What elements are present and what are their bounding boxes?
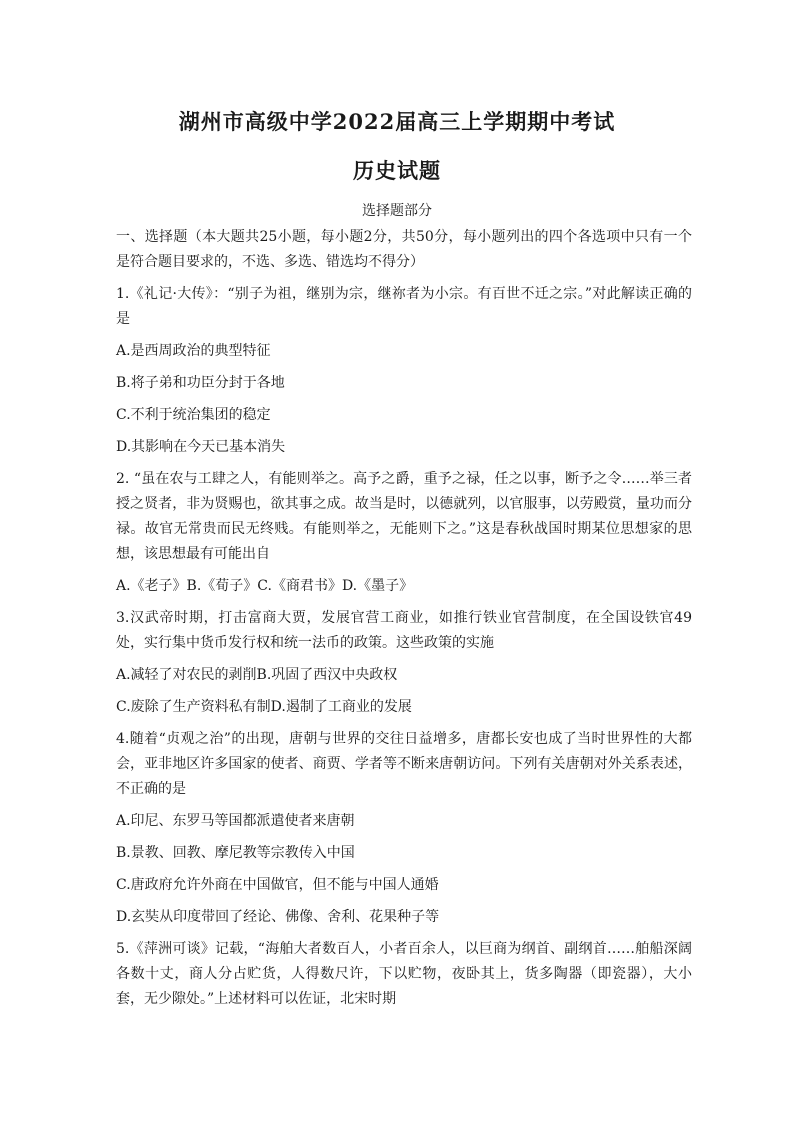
q4-option-a: A.印尼、东罗马等国都派遣使者来唐朝	[116, 813, 355, 829]
q1-option-a: A.是西周政治的典型特征	[116, 343, 271, 359]
question-5: 5.《萍洲可谈》记载，“海舶大者数百人，小者百余人，以巨商为纲首、副纲首……舶船深阔各数十丈，商人分占贮货，人得数尺许，下以贮物，夜卧其上，货多陶器（即瓷器），大小套，无少隙处。”上述材料可以佐证，北宋时期	[116, 941, 692, 1007]
question-4: 4.随着“贞观之治”的出现，唐朝与世界的交往日益增多，唐都长安也成了当时世界性的大都会，亚非地区许多国家的使者、商贾、学者等不断来唐朝访问。下列有关唐朝对外关系表述，不正确的是	[116, 731, 692, 797]
q1-option-c: C.不利于统治集团的稳定	[116, 407, 271, 423]
q2-options: A.《老子》B.《荀子》C.《商君书》D.《墨子》	[116, 578, 414, 594]
q1-option-b: B.将子弟和功臣分封于各地	[116, 375, 285, 391]
instructions: 一、选择题（本大题共25小题，每小题2分，共50分，每小题列出的四个各选项中只有一个是符合题目要求的，不选、多选、错选均不得分）	[116, 229, 692, 270]
question-2: 2. “虽在农与工肆之人，有能则举之。高予之爵，重予之禄，任之以事，断予之令……举三者授之贤者，非为贤赐也，欲其事之成。故当是时，以德就列，以官服事，以劳殿赏，量功而分禄。故官无常贵而民无终贱。有能则举之，无能则下之。”这是春秋战国时期某位思想家的思想，该思想最有可能出自	[116, 471, 692, 562]
exam-subtitle: 历史试题	[353, 158, 441, 183]
question-body	[116, 225, 692, 1019]
q4-option-b: B.景教、回教、摩尼教等宗教传入中国	[116, 845, 355, 861]
q3-options-ab: A.减轻了对农民的剥削B.巩固了西汉中央政权	[116, 667, 398, 683]
exam-title: 湖州市高级中学2022届高三上学期期中考试	[178, 109, 616, 134]
section-heading: 选择题部分	[362, 203, 432, 219]
q3-options-cd: C.废除了生产资料私有制D.遏制了工商业的发展	[116, 699, 412, 715]
q1-option-d: D.其影响在今天已基本消失	[116, 439, 286, 455]
q4-option-d: D.玄奘从印度带回了经论、佛像、舍利、花果种子等	[116, 909, 440, 925]
q4-option-c: C.唐政府允许外商在中国做官，但不能与中国人通婚	[116, 877, 439, 893]
question-1: 1.《礼记·大传》：“别子为祖，继别为宗，继祢者为小宗。有百世不迁之宗。”对此解读正确的是	[116, 286, 692, 327]
question-3: 3.汉武帝时期，打击富商大贾，发展官营工商业，如推行铁业官营制度，在全国设铁官49处，实行集中货币发行权和统一法币的政策。这些政策的实施	[116, 610, 692, 651]
